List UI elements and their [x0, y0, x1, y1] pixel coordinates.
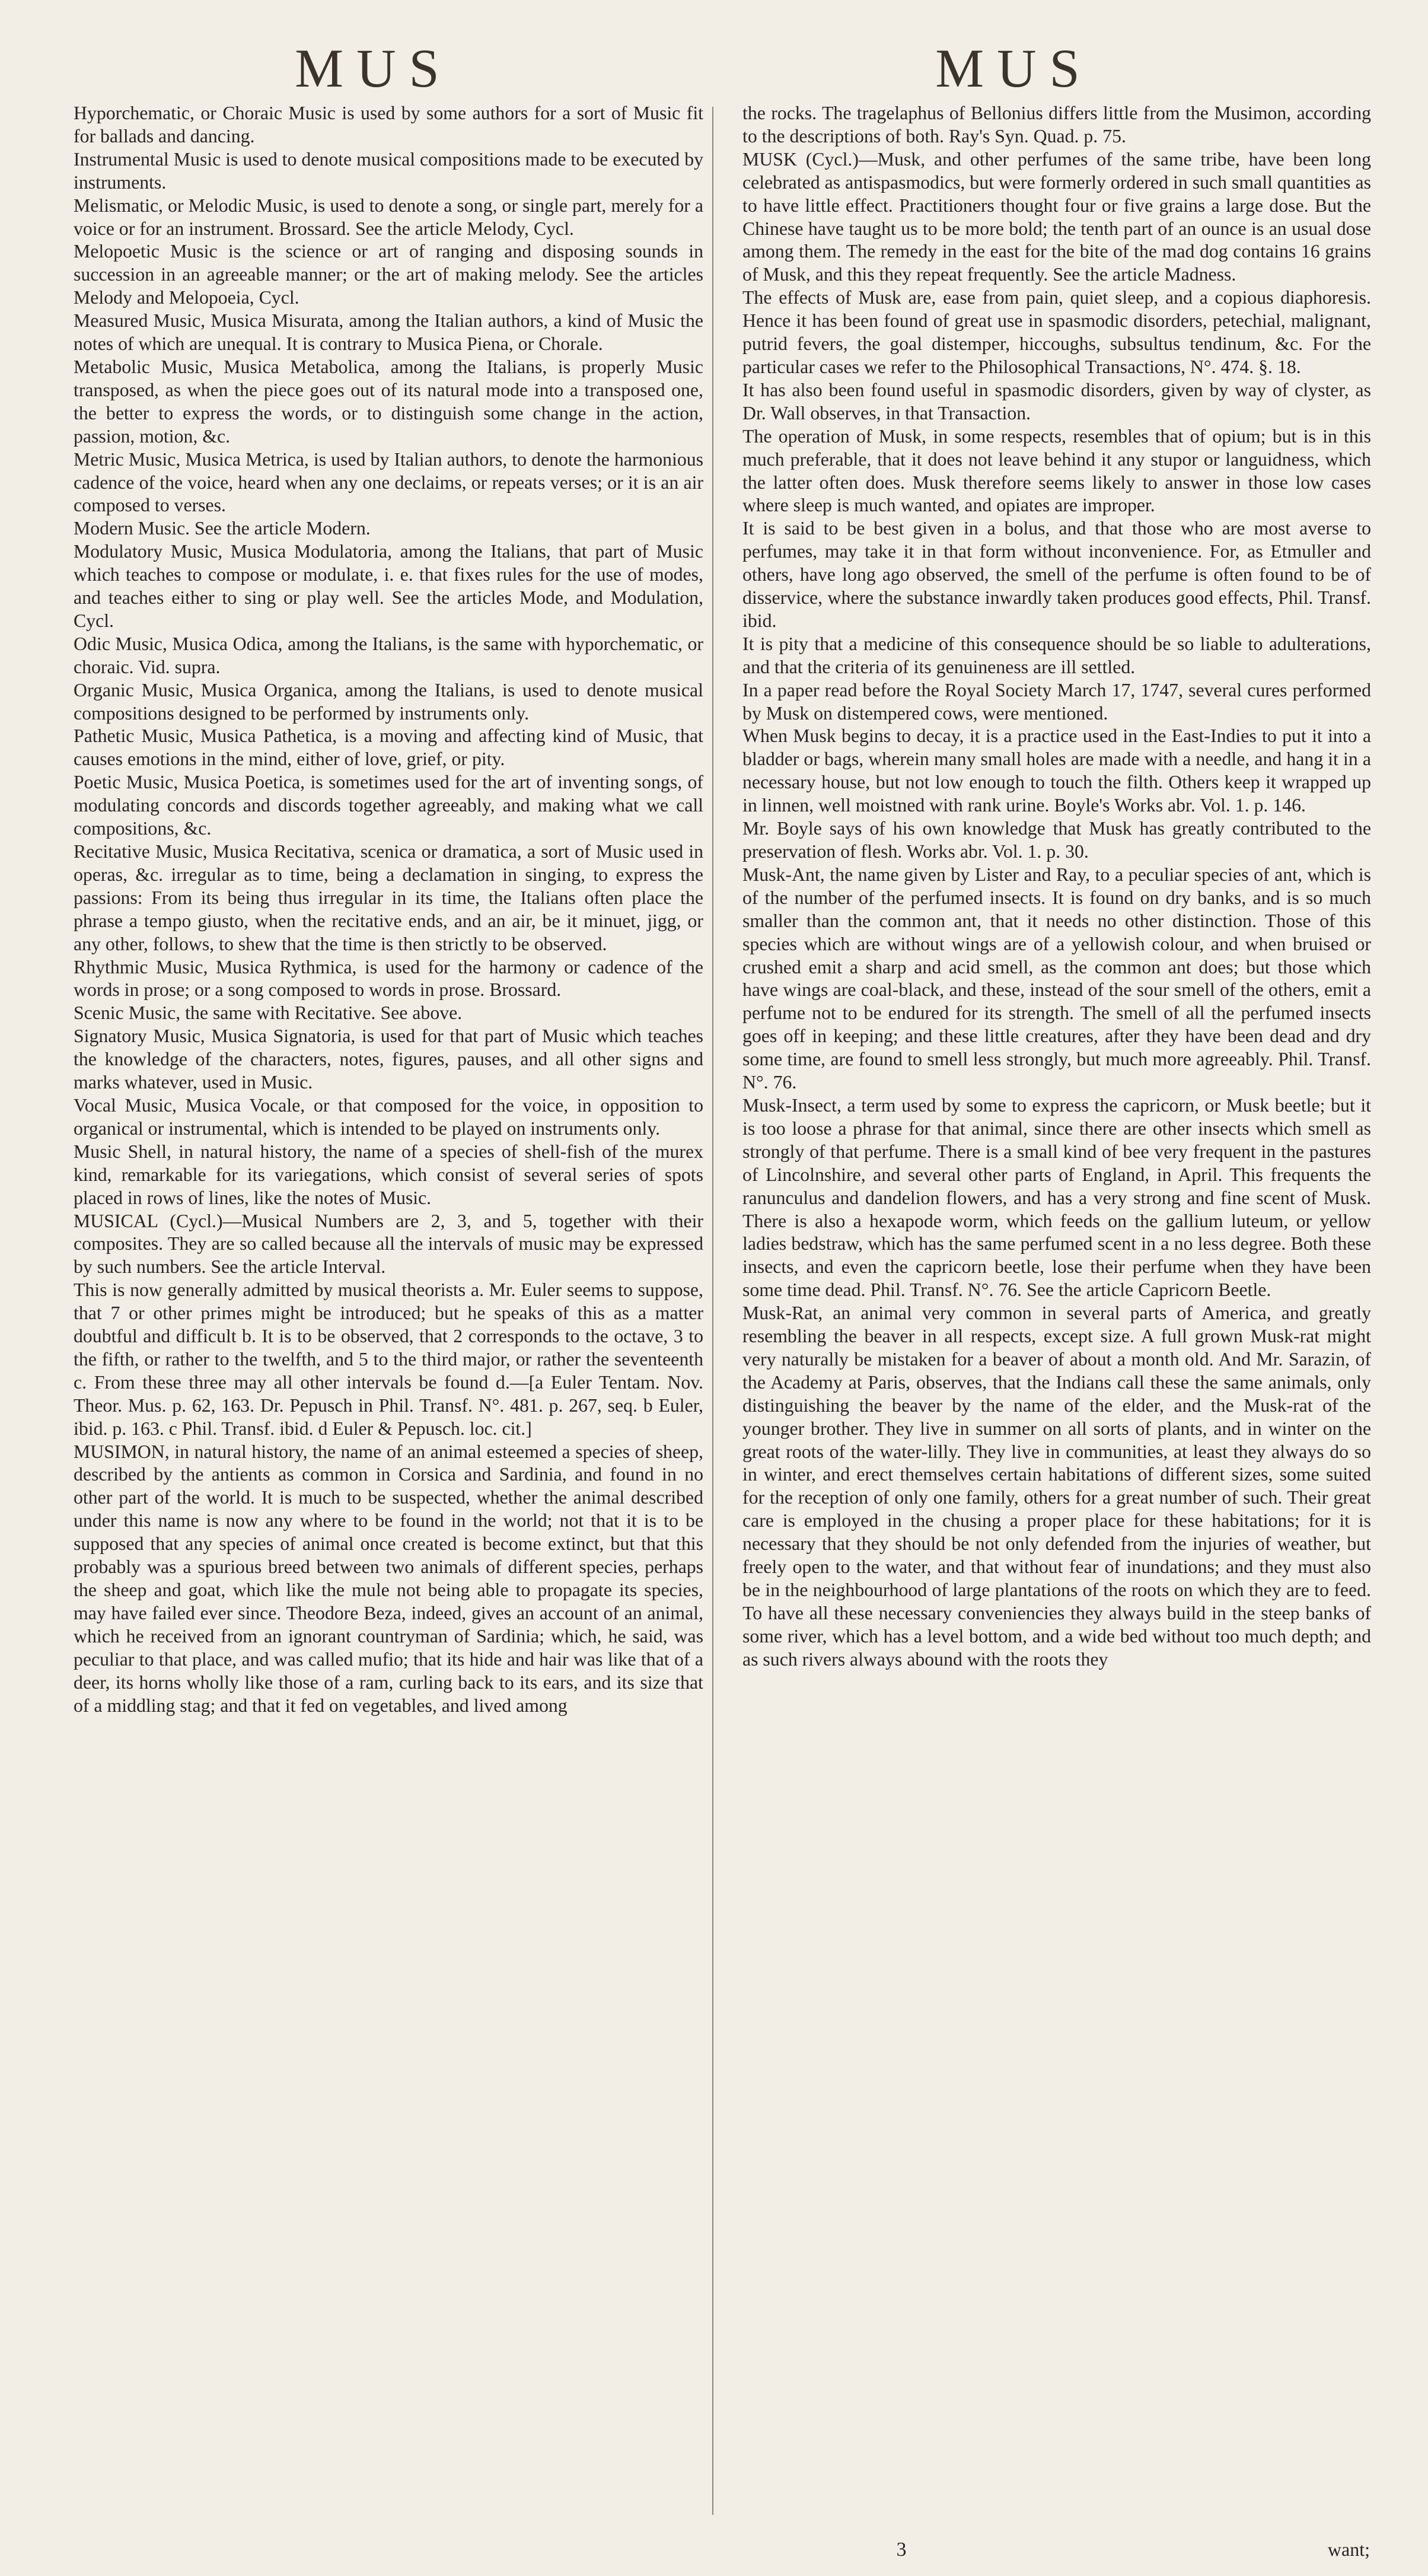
dictionary-entry: When Musk begins to decay, it is a practice used in the East-Indies to put it into a bladder or bags, wherein many small holes are made with a needle, and hang it in a necessary house, but not low enough to touch the filth. Others keep it wrapped up in linnen, well moistned with rank urine. Boyle's Works abr. Vol. 1. p. 146.	[742, 725, 1371, 816]
dictionary-entry: Odic Music, Musica Odica, among the Italians, is the same with hyporchematic, or choraic. Vid. supra.	[74, 633, 703, 677]
dictionary-entry: Melismatic, or Melodic Music, is used to denote a song, or single part, merely for a voice or for an instrument. Brossard. See the article Melody, Cycl.	[74, 195, 703, 239]
dictionary-entry: It has also been found useful in spasmodic disorders, given by way of clyster, as Dr. Wall observes, in that Transaction.	[742, 379, 1371, 424]
dictionary-entry: Scenic Music, the same with Recitative. See above.	[74, 1002, 463, 1024]
dictionary-entry: MUSICAL (Cycl.)—Musical Numbers are 2, 3, and 5, together with their composites. They are so called because all the intervals of music may be expressed by such numbers. See the article Interval.	[74, 1210, 703, 1278]
running-head-left: MUS	[295, 38, 452, 98]
dictionary-entry: Music Shell, in natural history, the name of a species of shell-fish of the murex kind, remarkable for its variegations, which consist of several series of spots placed in rows of lines, like the notes of Music.	[74, 1141, 703, 1208]
dictionary-entry: It is pity that a medicine of this consequence should be so liable to adulterations, and that the criteria of its genuineness are ill settled.	[742, 633, 1371, 677]
dictionary-entry: Measured Music, Musica Misurata, among the Italian authors, a kind of Music the notes of which are unequal. It is contrary to Musica Piena, or Chorale.	[74, 310, 703, 355]
running-head-right: MUS	[935, 38, 1093, 98]
dictionary-entry: Recitative Music, Musica Recitativa, scenica or dramatica, a sort of Music used in operas, &c. irregular as to time, being a declamation in singing, to express the passions: From its being thus irregular in its time, the Italians often place the phrase a tempo giusto, when the recitative ends, and an air, be it minuet, jigg, or any other, follows, to shew that the time is then strictly to be observed.	[74, 841, 703, 954]
dictionary-entry: The operation of Musk, in some respects, resembles that of opium; but is in this much preferable, that it does not leave behind it any stupor or languidness, which the latter often does. Musk therefore seems likely to answer in those low cases where sleep is much wanted, and opiates are improper.	[742, 425, 1371, 516]
dictionary-entry: Hyporchematic, or Choraic Music is used by some authors for a sort of Music fit for ballads and dancing.	[74, 103, 703, 147]
dictionary-entry: Instrumental Music is used to denote musical compositions made to be executed by instruments.	[74, 148, 703, 193]
right-column	[726, 102, 1371, 2510]
dictionary-entry: Musk-Insect, a term used by some to express the capricorn, or Musk beetle; but it is too loose a phrase for that animal, since there are other insects which smell as strongly of that perfume. There is a small kind of bee very frequent in the pastures of Lincolnshire, and several other parts of England, in April. This frequents the ranunculus and dandelion flowers, and has a very strong and fine scent of Musk. There is also a hexapode worm, which feeds on the gallium luteum, or yellow ladies bedstraw, which has the same perfumed scent in a no less degree. Both these insects, and even the capricorn beetle, lose their perfume when they have been some time dead. Phil. Transf. N°. 76. See the article Capricorn Beetle.	[742, 1094, 1371, 1301]
dictionary-entry: It is said to be best given in a bolus, and that those who are most averse to perfumes, may take it in that form without inconvenience. For, as Etmuller and others, have long ago observed, the smell of the perfume is often found to be of disservice, where the substance inwardly taken produces good effects, Phil. Transf. ibid.	[742, 518, 1371, 631]
dictionary-entry: MUSIMON, in natural history, the name of an animal esteemed a species of sheep, described by the antients as common in Corsica and Sardinia, and found in no other part of the world. It is much to be suspected, whether the animal described under this name is now any where to be found in the world; not that it is to be supposed that any species of animal once created is become extinct, but that this probably was a spurious breed between two animals of different species, perhaps the sheep and goat, which like the mule not being able to propagate its species, may have failed ever since. Theodore Beza, indeed, gives an account of an animal, which he received from an ignorant countryman of Sardinia; which, he said, was peculiar to that place, and was called mufio; that its hide and hair was like that of a deer, its horns wholly like those of a ram, curling back to its ears, and its size that of a middling stag; and that it fed on vegetables, and lived among	[74, 1441, 703, 1716]
signature-mark: 3	[896, 2539, 907, 2561]
dictionary-entry: Musk-Rat, an animal very common in several parts of America, and greatly resembling the beaver in all respects, except size. A full grown Musk-rat might very naturally be mistaken for a beaver of about a month old. And Mr. Sarazin, of the Academy at Paris, observes, that the Indians call these the same animals, only distinguishing the beaver by the name of the elder, and the Musk-rat of the younger brother. They live in summer on all sorts of plants, and in winter on the great roots of the water-lilly. They live in communities, at least they always do so in winter, and erect themselves certain habitations of different sizes, some suited for the reception of only one family, others for a great number of such. Their great care is employed in the chusing a proper place for these habitations; for it is necessary that they should be not only defended from the injuries of weather, but freely open to the water, and that without fear of inundations; and they must also be in the neighbourhood of large plantations of the roots on which they are to feed. To have all these necessary conveniencies they always build in the steep banks of some river, which has a level bottom, and a wide bed without too much depth; and as such rivers always abound with the roots they	[742, 1303, 1371, 1670]
dictionary-entry: Pathetic Music, Musica Pathetica, is a moving and affecting kind of Music, that causes emotions in the mind, either of love, grief, or pity.	[74, 725, 703, 770]
dictionary-entry: Organic Music, Musica Organica, among the Italians, is used to denote musical compositions designed to be performed by instruments only.	[74, 679, 703, 724]
dictionary-entry: Melopoetic Music is the science or art of ranging and disposing sounds in succession in an agreeable manner; or the art of making melody. See the articles Melody and Melopoeia, Cycl.	[74, 241, 703, 308]
dictionary-entry: This is now generally admitted by musical theorists a. Mr. Euler seems to suppose, that 7 or other primes might be introduced; but he speaks of this as a matter doubtful and difficult b. It is to be observed, that 2 corresponds to the octave, 3 to the fifth, or rather to the twelfth, and 5 to the third major, or rather the seventeenth c. From these three may all other intervals be found d.—[a Euler Tentam. Nov. Theor. Mus. p. 62, 163. Dr. Pepusch in Phil. Transf. N°. 481. p. 267, seq. b Euler, ibid. p. 163. c Phil. Transf. ibid. d Euler & Pepusch. loc. cit.]	[74, 1279, 703, 1439]
dictionary-entry: the rocks. The tragelaphus of Bellonius differs little from the Musimon, according to the descriptions of both. Ray's Syn. Quad. p. 75.	[742, 103, 1371, 147]
dictionary-entry: Poetic Music, Musica Poetica, is sometimes used for the art of inventing songs, of modulating concords and discords together agreeably, and making what we call compositions, &c.	[74, 772, 703, 839]
dictionary-entry: The effects of Musk are, ease from pain, quiet sleep, and a copious diaphoresis. Hence it has been found of great use in spasmodic disorders, petechial, malignant, putrid fevers, the goal distemper, hiccoughs, subsultus tendinum, &c. For the particular cases we refer to the Philosophical Transactions, N°. 474. §. 18.	[742, 287, 1371, 377]
catchword: want;	[1327, 2539, 1370, 2560]
dictionary-entry: Metric Music, Musica Metrica, is used by Italian authors, to denote the harmonious cadence of the voice, heard when any one declaims, or repeats verses; or it is an air composed to verses.	[74, 448, 703, 516]
left-column	[57, 102, 703, 2510]
dictionary-entry: MUSK (Cycl.)—Musk, and other perfumes of the same tribe, have been long celebrated as antispasmodics, but were formerly ordered in such small quantities as to have little effect. Practitioners thought four or five grains a large dose. But the Chinese have taught us to be more bold; the tenth part of an ounce is an usual dose among them. The remedy in the east for the bite of the mad dog contains 16 grains of Musk, and this they repeat frequently. See the article Madness.	[742, 148, 1371, 285]
dictionary-entry: Signatory Music, Musica Signatoria, is used for that part of Music which teaches the knowledge of the characters, notes, figures, pauses, and all other signs and marks whatever, used in Music.	[74, 1026, 703, 1093]
dictionary-entry: Mr. Boyle says of his own knowledge that Musk has greatly contributed to the preservation of flesh. Works abr. Vol. 1. p. 30.	[742, 818, 1371, 862]
dictionary-entry: Vocal Music, Musica Vocale, or that composed for the voice, in opposition to organical or instrumental, which is intended to be played on instruments only.	[74, 1094, 703, 1139]
dictionary-entry: Musk-Ant, the name given by Lister and Ray, to a peculiar species of ant, which is of the number of the perfumed insects. It is found on dry banks, and is so much smaller than the common ant, that it needs no other distinction. Those of this species which are without wings are of a yellowish colour, and when bruised or crushed emit a sharp and acid smell, as the common ant does; but those which have wings are coal-black, and these, instead of the sour smell of the others, emit a perfume not to be endured for its strength. The smell of all the perfumed insects goes off in keeping; and these little creatures, after they have been dead and dry some time, are found to smell less strongly, but much more agreeably. Phil. Transf. N°. 76.	[742, 864, 1371, 1093]
column-rule	[712, 107, 713, 2515]
dictionary-entry: Modulatory Music, Musica Modulatoria, among the Italians, that part of Music which teaches to compose or modulate, i. e. that fixes rules for the use of modes, and teaches either to sing or play well. See the articles Mode, and Modulation, Cycl.	[74, 541, 703, 631]
dictionary-entry: Rhythmic Music, Musica Rythmica, is used for the harmony or cadence of the words in prose; or a song composed to words in prose. Brossard.	[74, 956, 703, 1001]
dictionary-entry: Modern Music. See the article Modern.	[74, 518, 371, 539]
dictionary-entry: Metabolic Music, Musica Metabolica, among the Italians, is properly Music transposed, as when the piece goes out of its natural mode into a transposed one, the better to express the words, or to distinguish some change in the action, passion, motion, &c.	[74, 356, 703, 447]
dictionary-entry: In a paper read before the Royal Society March 17, 1747, several cures performed by Musk on distempered cows, were mentioned.	[742, 679, 1371, 724]
